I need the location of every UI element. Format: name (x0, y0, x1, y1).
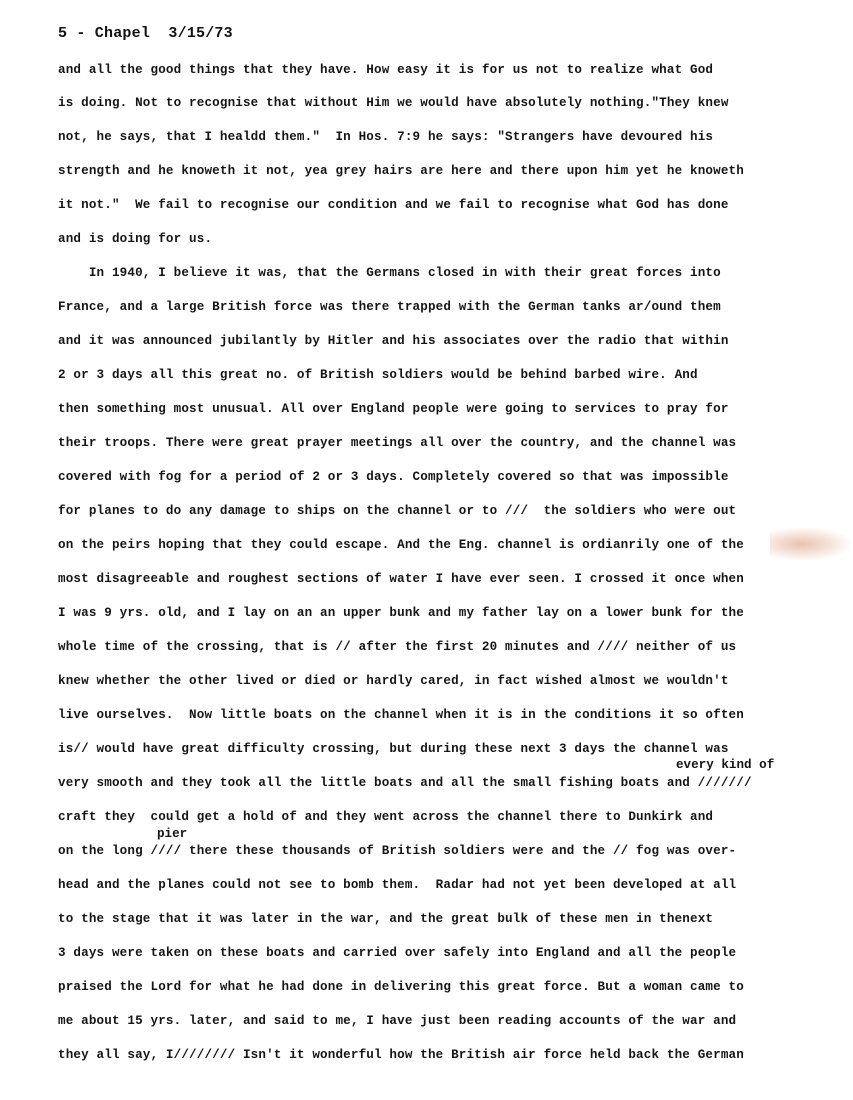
text-line: I was 9 yrs. old, and I lay on an an upper bunk and my father lay on a lower bunk for the (58, 606, 744, 620)
text-line: and is doing for us. (58, 232, 213, 246)
text-line: not, he says, that I healdd them." In Hos. 7:9 he says: "Strangers have devoured his (58, 130, 714, 144)
text-line: In 1940, I believe it was, that the Germans closed in with their great forces into (58, 266, 721, 280)
text-line: then something most unusual. All over England people were going to services to pray for (58, 402, 729, 416)
text-line: is doing. Not to recognise that without Him we would have absolutely nothing."They knew (58, 96, 729, 110)
text-line: to the stage that it was later in the war, and the great bulk of these men in thenext (58, 912, 714, 926)
text-line: their troops. There were great prayer meetings all over the country, and the channel was (58, 436, 737, 450)
text-line: strength and he knoweth it not, yea grey hairs are here and there upon him yet he knoweth (58, 164, 744, 178)
text-line: most disagreeable and roughest sections of water I have ever seen. I crossed it once when (58, 572, 744, 586)
text-line: head and the planes could not see to bomb them. Radar had not yet been developed at all (58, 878, 737, 892)
text-line: live ourselves. Now little boats on the channel when it is in the conditions it so often (58, 708, 744, 722)
text-line: on the peirs hoping that they could escape. And the Eng. channel is ordianrily one of the (58, 538, 744, 552)
text-line: 2 or 3 days all this great no. of British soldiers would be behind barbed wire. And (58, 368, 698, 382)
page-header: 5 - Chapel 3/15/73 (58, 25, 233, 42)
text-line: on the long //// there these thousands of British soldiers were and the // fog was over- (58, 844, 737, 858)
text-line: and all the good things that they have. How easy it is for us not to realize what God (58, 63, 714, 77)
handwritten-insertion-pier: pier (157, 827, 188, 841)
text-line: France, and a large British force was there trapped with the German tanks ar/ound them (58, 300, 721, 314)
handwritten-insertion-every-kind-of: every kind of (676, 758, 775, 772)
text-line: praised the Lord for what he had done in delivering this great force. But a woman came to (58, 980, 744, 994)
text-line: very smooth and they took all the little boats and all the small fishing boats and /////// (58, 776, 752, 790)
text-line: for planes to do any damage to ships on the channel or to /// the soldiers who were out (58, 504, 737, 518)
text-line: me about 15 yrs. later, and said to me, I have just been reading accounts of the war and (58, 1014, 737, 1028)
text-line: covered with fog for a period of 2 or 3 days. Completely covered so that was impossible (58, 470, 729, 484)
text-line: it not." We fail to recognise our condition and we fail to recognise what God has done (58, 198, 729, 212)
text-line: whole time of the crossing, that is // after the first 20 minutes and //// neither of us (58, 640, 737, 654)
text-line: is// would have great difficulty crossing, but during these next 3 days the channel was (58, 742, 729, 756)
paper-stain (770, 528, 850, 560)
text-line: knew whether the other lived or died or hardly cared, in fact wished almost we wouldn't (58, 674, 729, 688)
text-line: and it was announced jubilantly by Hitler and his associates over the radio that within (58, 334, 729, 348)
text-line: they all say, I//////// Isn't it wonderful how the British air force held back the German (58, 1048, 744, 1062)
text-line: 3 days were taken on these boats and carried over safely into England and all the people (58, 946, 737, 960)
text-line: craft they could get a hold of and they went across the channel there to Dunkirk and (58, 810, 714, 824)
